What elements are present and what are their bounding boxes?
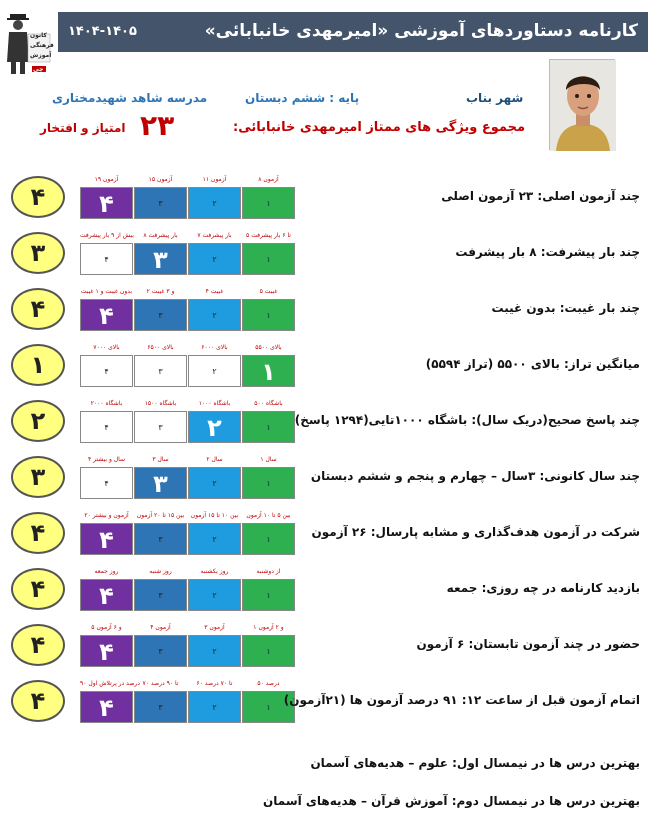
- level-cell: ۱: [242, 243, 295, 275]
- level-header: ۷ بار پیشرفت: [197, 232, 232, 239]
- level-header: بالای ۷۰۰۰: [93, 344, 120, 351]
- criterion-row: [0, 622, 652, 676]
- level-cell: ۲: [188, 355, 241, 387]
- report-years: ۱۴۰۴-۱۴۰۵: [68, 24, 137, 39]
- level-header: ۱۵ آزمون: [148, 176, 173, 183]
- level-cell: ۲: [188, 467, 241, 499]
- total-label: مجموع ویژگی های ممتاز امیرمهدی خانبابائی:: [233, 120, 526, 135]
- level-header: ۵ غیبت: [259, 288, 278, 295]
- level-cell: ۱: [242, 691, 295, 723]
- level-cell: ۱: [242, 411, 295, 443]
- level-cell: ۴: [80, 467, 133, 499]
- level-header: باشگاه ۲۰۰۰: [90, 400, 123, 407]
- level-cell: ۲: [188, 299, 241, 331]
- level-header: ۴ آزمون: [150, 624, 171, 631]
- level-header: بالای ۶۰۰۰: [201, 344, 228, 351]
- level-header: بدون غیبت و ۱ غیبت: [80, 288, 133, 295]
- total-value: ۲۳: [140, 109, 175, 142]
- level-cell: ۳: [134, 523, 187, 555]
- criterion-row: [0, 286, 652, 340]
- criterion-label: چند بار غیبت: بدون غیبت: [491, 301, 640, 315]
- level-header: ۶۰ تا ۷۰ درصد: [196, 680, 233, 687]
- level-header: ۴ غیبت: [205, 288, 224, 295]
- criterion-label: چند بار پیشرفت: ۸ بار پیشرفت: [455, 245, 640, 259]
- level-cell: ۳: [134, 355, 187, 387]
- level-header: ۸ بار پیشرفت: [143, 232, 178, 239]
- level-grid: [80, 568, 294, 612]
- criterion-row: [0, 230, 652, 284]
- level-cell: ۴: [80, 187, 133, 219]
- level-cell: ۳: [134, 691, 187, 723]
- criterion-label: چند آزمون اصلی: ۲۳ آزمون اصلی: [441, 189, 640, 203]
- level-header: ۹۰ درصد در پرتلاش اول: [80, 680, 140, 687]
- level-header: باشگاه ۱۵۰۰: [144, 400, 177, 407]
- level-header: ۱ سال: [260, 456, 277, 463]
- level-header: بالای ۶۵۰۰: [147, 344, 174, 351]
- level-header: روز جمعه: [94, 568, 119, 575]
- level-cell: ۴: [80, 355, 133, 387]
- level-cell: ۴: [80, 579, 133, 611]
- level-cell: ۴: [80, 691, 133, 723]
- level-cell: ۳: [134, 187, 187, 219]
- level-cell: ۲: [188, 691, 241, 723]
- level-cell: ۳: [134, 579, 187, 611]
- level-cell: ۴: [80, 635, 133, 667]
- level-cell: ۳: [134, 299, 187, 331]
- logo-line-3: آموزش: [30, 52, 52, 59]
- level-header: بالای ۵۵۰۰: [255, 344, 282, 351]
- score-circle: ۴: [11, 288, 65, 330]
- criterion-row: [0, 678, 652, 732]
- logo-line-2: فرهنگی: [30, 42, 54, 49]
- level-cell: ۳: [134, 467, 187, 499]
- level-header: از دوشنبه: [256, 568, 281, 575]
- level-header: ۵ و ۶ آزمون: [91, 624, 122, 631]
- level-grid: [80, 512, 294, 556]
- student-portrait-icon: [550, 60, 616, 151]
- level-header: ۲ سال: [206, 456, 223, 463]
- score-circle: ۴: [11, 680, 65, 722]
- student-grade: پایه : ششم دبستان: [245, 91, 360, 105]
- level-grid: [80, 344, 294, 388]
- criterion-row: [0, 398, 652, 452]
- level-header: ۳ آزمون: [204, 624, 225, 631]
- score-circle: ۴: [11, 176, 65, 218]
- best-subjects-first-half: بهترین درس ها در نیمسال اول: علوم – هدیه‌های آسمان: [310, 756, 640, 770]
- criterion-label: میانگین تراز: بالای ۵۵۰۰ (تراز ۵۵۹۴): [425, 357, 640, 371]
- level-header: بین ۱۰ تا ۱۵ آزمون: [190, 512, 239, 519]
- level-grid: [80, 232, 294, 276]
- level-header: ۱۹ آزمون: [94, 176, 119, 183]
- level-cell: ۱: [242, 299, 295, 331]
- score-circle: ۴: [11, 624, 65, 666]
- criterion-row: [0, 174, 652, 228]
- level-grid: [80, 456, 294, 500]
- level-header: ۳ سال: [152, 456, 169, 463]
- logo-line-4: قلم چی: [33, 66, 57, 73]
- level-cell: ۲: [188, 635, 241, 667]
- score-circle: ۴: [11, 512, 65, 554]
- level-cell: ۱: [242, 635, 295, 667]
- student-photo: [549, 59, 615, 150]
- level-cell: ۲: [188, 243, 241, 275]
- level-grid: [80, 288, 294, 332]
- criterion-label: بازدید کارنامه در چه روزی: جمعه: [446, 581, 640, 595]
- level-header: ۱۱ آزمون: [202, 176, 227, 183]
- level-header: بین ۱۵ تا ۲۰ آزمون: [136, 512, 185, 519]
- criterion-row: [0, 342, 652, 396]
- level-header: روز شنبه: [149, 568, 172, 575]
- level-header: ۱ و ۲ آزمون: [253, 624, 284, 631]
- level-header: ۲۰ آزمون و بیشتر: [84, 512, 129, 519]
- level-grid: [80, 400, 294, 444]
- level-cell: ۱: [242, 355, 295, 387]
- level-cell: ۴: [80, 299, 133, 331]
- score-circle: ۲: [11, 400, 65, 442]
- criterion-label: اتمام آزمون قبل از ساعت ۱۲: ۹۱ درصد آزمون ها (۲۱آزمون): [283, 693, 640, 707]
- score-circle: ۴: [11, 568, 65, 610]
- criterion-row: [0, 566, 652, 620]
- level-cell: ۱: [242, 579, 295, 611]
- level-cell: ۲: [188, 523, 241, 555]
- level-cell: ۲: [188, 411, 241, 443]
- level-cell: ۳: [134, 243, 187, 275]
- criterion-row: [0, 510, 652, 564]
- level-cell: ۱: [242, 523, 295, 555]
- level-cell: ۱: [242, 467, 295, 499]
- level-header: باشگاه ۵۰۰: [254, 400, 283, 407]
- score-circle: ۳: [11, 456, 65, 498]
- header-bar: [58, 12, 648, 52]
- total-unit: امتیاز و افتخار: [40, 121, 126, 135]
- level-grid: [80, 176, 294, 220]
- student-city: شهر بناب: [466, 91, 524, 105]
- criterion-label: شرکت در آزمون هدف‌گذاری و مشابه پارسال: ۲۶ آزمون: [311, 525, 640, 539]
- level-header: بیش از ۹ بار پیشرفت: [80, 232, 134, 239]
- level-cell: ۴: [80, 523, 133, 555]
- level-header: ۴ سال و بیشتر: [87, 456, 126, 463]
- student-school: مدرسه شاهد شهیدمختاری: [52, 91, 208, 105]
- level-cell: ۳: [134, 635, 187, 667]
- criterion-label: چند سال کانونی: ۳سال – چهارم و پنجم و ششم دبستان: [310, 469, 640, 483]
- level-cell: ۲: [188, 579, 241, 611]
- level-header: ۵۰ درصد: [257, 680, 280, 687]
- level-grid: [80, 624, 294, 668]
- criterion-row: [0, 454, 652, 508]
- level-cell: ۱: [242, 187, 295, 219]
- level-cell: ۲: [188, 187, 241, 219]
- logo-line-1: کانون: [30, 32, 47, 39]
- level-header: ۲ و ۳ غیبت: [146, 288, 175, 295]
- score-circle: ۱: [11, 344, 65, 386]
- level-cell: ۳: [134, 411, 187, 443]
- score-circle: ۳: [11, 232, 65, 274]
- criterion-label: حضور در چند آزمون تابستان: ۶ آزمون: [416, 637, 640, 651]
- kanoon-logo: [6, 12, 57, 78]
- level-grid: [80, 680, 294, 724]
- level-header: ۸ آزمون: [258, 176, 279, 183]
- level-header: روز یکشنبه: [200, 568, 229, 575]
- level-cell: ۴: [80, 243, 133, 275]
- level-header: باشگاه ۱۰۰۰: [198, 400, 231, 407]
- best-subjects-second-half: بهترین درس ها در نیمسال دوم: آموزش قرآن – هدیه‌های آسمان: [263, 794, 640, 808]
- level-header: ۵ تا ۶ بار پیشرفت: [246, 232, 291, 239]
- level-header: ۷۰ تا ۹۰ درصد: [142, 680, 179, 687]
- level-header: بین ۵ تا ۱۰ آزمون: [246, 512, 291, 519]
- criterion-label: چند پاسخ صحیح(دریک سال): باشگاه ۱۰۰۰تایی(۱۲۹۴ پاسخ): [294, 413, 640, 427]
- report-title: کارنامه دستاوردهای آموزشی «امیرمهدی خانبابائی»: [204, 21, 638, 41]
- level-cell: ۴: [80, 411, 133, 443]
